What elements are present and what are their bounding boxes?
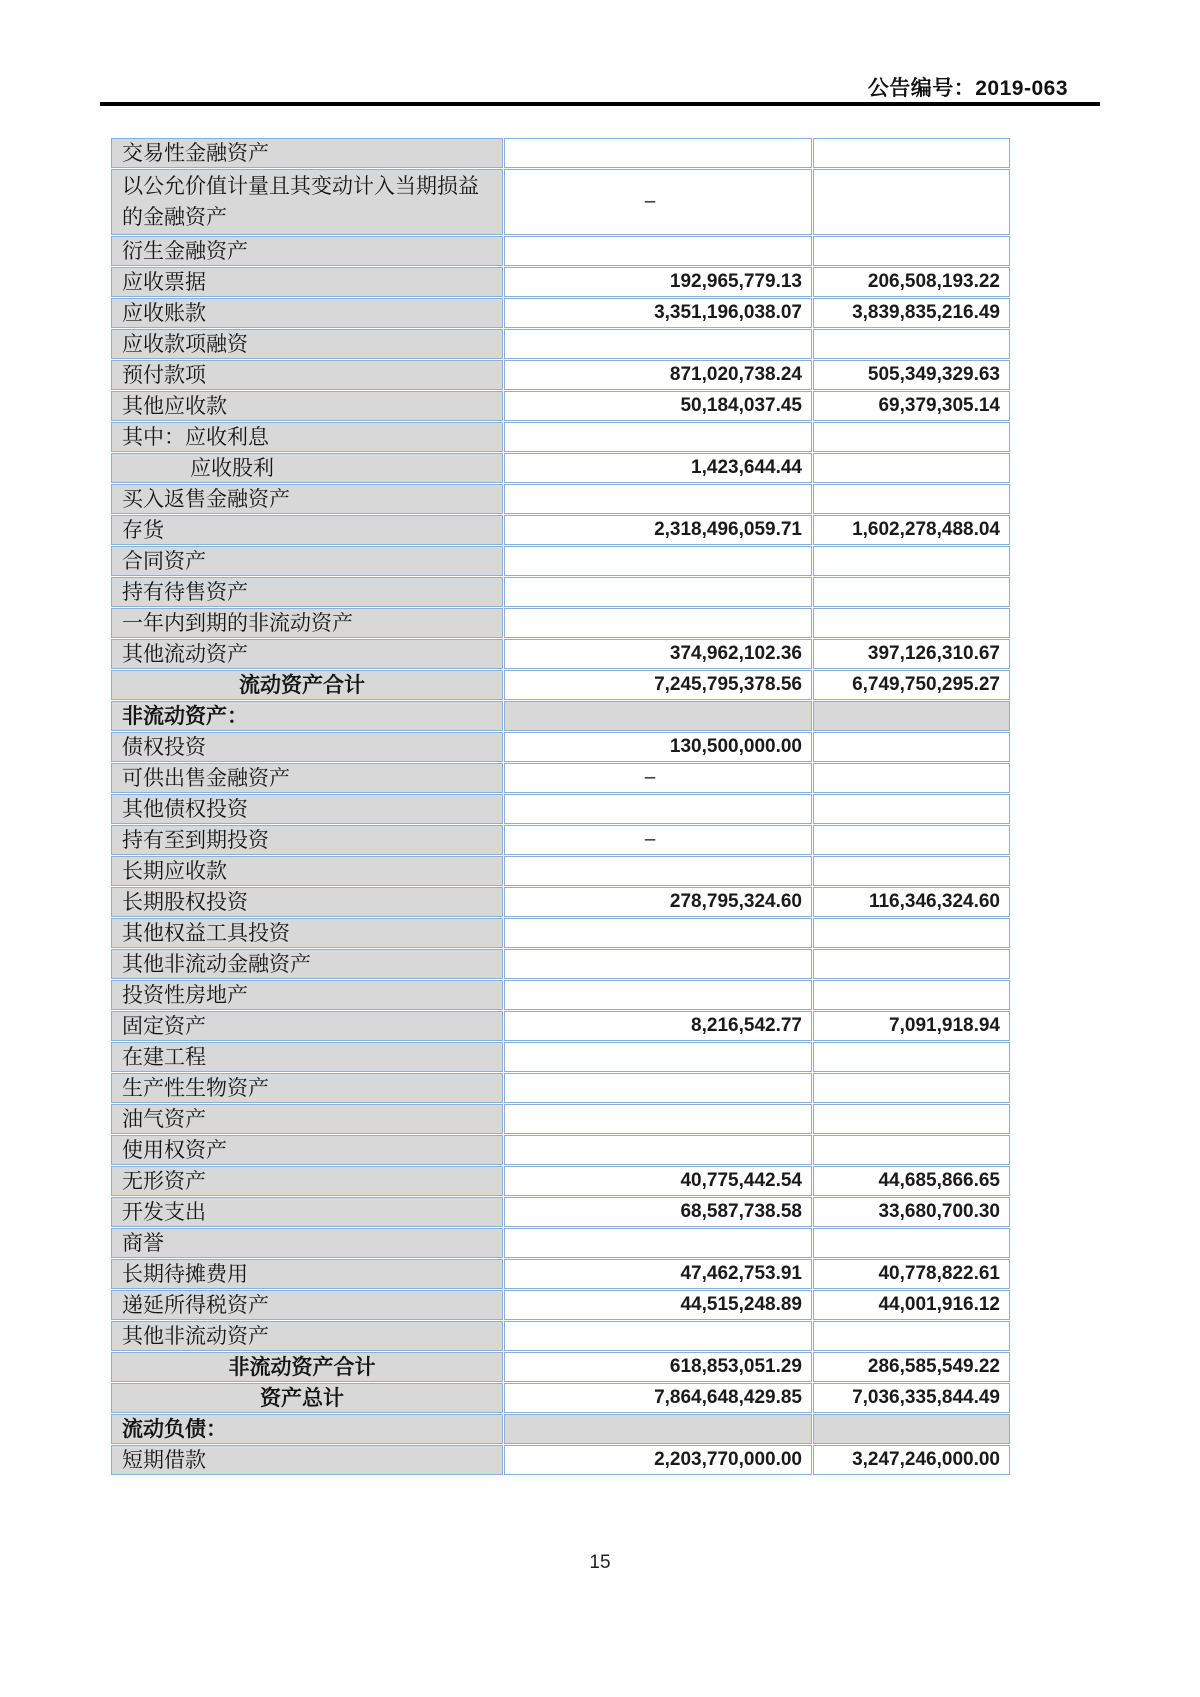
- row-label: 交易性金融资产: [111, 138, 503, 168]
- prior-period-value: [813, 608, 1010, 638]
- row-label: 应收票据: [111, 267, 503, 297]
- row-label: 一年内到期的非流动资产: [111, 608, 503, 638]
- table-row: [111, 887, 1010, 917]
- balance-sheet: [110, 137, 1007, 1476]
- table-row: [111, 608, 1010, 638]
- current-period-value: [504, 138, 812, 168]
- current-period-value: 47,462,753.91: [504, 1259, 812, 1289]
- row-label: 其中：应收利息: [111, 422, 503, 452]
- row-label: 长期待摊费用: [111, 1259, 503, 1289]
- prior-period-value: [813, 453, 1010, 483]
- current-period-value: 374,962,102.36: [504, 639, 812, 669]
- current-period-value: 7,245,795,378.56: [504, 670, 812, 700]
- row-label: 生产性生物资产: [111, 1073, 503, 1103]
- table-row: [111, 825, 1010, 855]
- row-label: 衍生金融资产: [111, 236, 503, 266]
- prior-period-value: [813, 794, 1010, 824]
- current-period-value: [504, 422, 812, 452]
- current-period-value: 278,795,324.60: [504, 887, 812, 917]
- table-row: [111, 1259, 1010, 1289]
- current-period-value: 40,775,442.54: [504, 1166, 812, 1196]
- row-label: 存货: [111, 515, 503, 545]
- row-label: 非流动资产：: [111, 701, 503, 731]
- prior-period-value: 69,379,305.14: [813, 391, 1010, 421]
- table-row: [111, 391, 1010, 421]
- prior-period-value: 33,680,700.30: [813, 1197, 1010, 1227]
- current-period-value: [504, 1104, 812, 1134]
- row-label: 固定资产: [111, 1011, 503, 1041]
- prior-period-value: [813, 1321, 1010, 1351]
- current-period-value: 130,500,000.00: [504, 732, 812, 762]
- table-row: [111, 484, 1010, 514]
- row-label: 应收账款: [111, 298, 503, 328]
- row-label: 其他非流动金融资产: [111, 949, 503, 979]
- row-label: 合同资产: [111, 546, 503, 576]
- table-row: [111, 1011, 1010, 1041]
- row-label: 流动资产合计: [111, 670, 503, 700]
- current-period-value: [504, 1042, 812, 1072]
- row-label: 预付款项: [111, 360, 503, 390]
- row-label: 短期借款: [111, 1445, 503, 1475]
- table-row: [111, 577, 1010, 607]
- current-period-value: 871,020,738.24: [504, 360, 812, 390]
- balance-sheet-table: [110, 137, 1011, 1476]
- row-label: 流动负债：: [111, 1414, 503, 1444]
- table-row: [111, 298, 1010, 328]
- current-period-value: 50,184,037.45: [504, 391, 812, 421]
- table-row: [111, 1321, 1010, 1351]
- prior-period-value: [813, 1104, 1010, 1134]
- row-label: 非流动资产合计: [111, 1352, 503, 1382]
- table-row: [111, 422, 1010, 452]
- prior-period-value: [813, 577, 1010, 607]
- prior-period-value: [813, 1414, 1010, 1444]
- table-row: [111, 1290, 1010, 1320]
- prior-period-value: 44,685,866.65: [813, 1166, 1010, 1196]
- table-row: [111, 169, 1010, 235]
- row-label: 投资性房地产: [111, 980, 503, 1010]
- current-period-value: 3,351,196,038.07: [504, 298, 812, 328]
- table-row: [111, 267, 1010, 297]
- row-label: 使用权资产: [111, 1135, 503, 1165]
- row-label: 买入返售金融资产: [111, 484, 503, 514]
- prior-period-value: 116,346,324.60: [813, 887, 1010, 917]
- table-row: [111, 329, 1010, 359]
- prior-period-value: 7,036,335,844.49: [813, 1383, 1010, 1413]
- current-period-value: [504, 918, 812, 948]
- row-label: 应收款项融资: [111, 329, 503, 359]
- prior-period-value: 1,602,278,488.04: [813, 515, 1010, 545]
- current-period-value: [504, 1321, 812, 1351]
- prior-period-value: 6,749,750,295.27: [813, 670, 1010, 700]
- current-period-value: [504, 484, 812, 514]
- table-row: [111, 980, 1010, 1010]
- row-label: 其他债权投资: [111, 794, 503, 824]
- prior-period-value: 7,091,918.94: [813, 1011, 1010, 1041]
- current-period-value: 1,423,644.44: [504, 453, 812, 483]
- row-label: 长期股权投资: [111, 887, 503, 917]
- prior-period-value: 40,778,822.61: [813, 1259, 1010, 1289]
- row-label: 资产总计: [111, 1383, 503, 1413]
- prior-period-value: [813, 825, 1010, 855]
- current-period-value: –: [504, 763, 812, 793]
- announcement-number: 公告编号：2019-063: [867, 77, 1068, 100]
- header-rule: [100, 102, 1100, 106]
- row-label: 开发支出: [111, 1197, 503, 1227]
- table-row: [111, 1445, 1010, 1475]
- table-row: [111, 1166, 1010, 1196]
- current-period-value: 44,515,248.89: [504, 1290, 812, 1320]
- row-label: 无形资产: [111, 1166, 503, 1196]
- prior-period-value: [813, 138, 1010, 168]
- prior-period-value: [813, 422, 1010, 452]
- prior-period-value: [813, 856, 1010, 886]
- current-period-value: [504, 980, 812, 1010]
- table-row: [111, 701, 1010, 731]
- table-row: [111, 1414, 1010, 1444]
- row-label: 债权投资: [111, 732, 503, 762]
- row-label: 商誉: [111, 1228, 503, 1258]
- table-row: [111, 236, 1010, 266]
- prior-period-value: [813, 980, 1010, 1010]
- prior-period-value: [813, 484, 1010, 514]
- prior-period-value: 3,839,835,216.49: [813, 298, 1010, 328]
- row-label: 可供出售金融资产: [111, 763, 503, 793]
- row-label: 持有至到期投资: [111, 825, 503, 855]
- current-period-value: [504, 329, 812, 359]
- current-period-value: [504, 577, 812, 607]
- prior-period-value: [813, 1228, 1010, 1258]
- table-row: [111, 763, 1010, 793]
- table-row: [111, 453, 1010, 483]
- table-row: [111, 515, 1010, 545]
- prior-period-value: 286,585,549.22: [813, 1352, 1010, 1382]
- current-period-value: [504, 546, 812, 576]
- current-period-value: [504, 949, 812, 979]
- table-row: [111, 732, 1010, 762]
- table-row: [111, 856, 1010, 886]
- prior-period-value: 397,126,310.67: [813, 639, 1010, 669]
- row-label: 其他非流动资产: [111, 1321, 503, 1351]
- current-period-value: [504, 1228, 812, 1258]
- current-period-value: [504, 236, 812, 266]
- prior-period-value: 3,247,246,000.00: [813, 1445, 1010, 1475]
- current-period-value: [504, 1414, 812, 1444]
- table-row: [111, 639, 1010, 669]
- prior-period-value: [813, 701, 1010, 731]
- prior-period-value: [813, 546, 1010, 576]
- current-period-value: 8,216,542.77: [504, 1011, 812, 1041]
- current-period-value: [504, 701, 812, 731]
- row-label: 以公允价值计量且其变动计入当期损益的金融资产: [111, 169, 503, 235]
- row-label: 持有待售资产: [111, 577, 503, 607]
- prior-period-value: [813, 169, 1010, 235]
- table-row: [111, 1197, 1010, 1227]
- table-row: [111, 1352, 1010, 1382]
- table-row: [111, 949, 1010, 979]
- balance-sheet-body: [111, 138, 1010, 1475]
- prior-period-value: [813, 732, 1010, 762]
- row-label: 长期应收款: [111, 856, 503, 886]
- current-period-value: –: [504, 825, 812, 855]
- current-period-value: [504, 1073, 812, 1103]
- current-period-value: 68,587,738.58: [504, 1197, 812, 1227]
- row-label: 在建工程: [111, 1042, 503, 1072]
- page-number: 15: [589, 1552, 611, 1573]
- current-period-value: [504, 794, 812, 824]
- current-period-value: –: [504, 169, 812, 235]
- table-row: [111, 1042, 1010, 1072]
- prior-period-value: [813, 329, 1010, 359]
- prior-period-value: [813, 763, 1010, 793]
- current-period-value: 2,203,770,000.00: [504, 1445, 812, 1475]
- prior-period-value: 206,508,193.22: [813, 267, 1010, 297]
- row-label: 应收股利: [111, 453, 503, 483]
- current-period-value: 192,965,779.13: [504, 267, 812, 297]
- table-row: [111, 360, 1010, 390]
- row-label: 其他权益工具投资: [111, 918, 503, 948]
- row-label: 油气资产: [111, 1104, 503, 1134]
- prior-period-value: [813, 1135, 1010, 1165]
- table-row: [111, 138, 1010, 168]
- table-row: [111, 1383, 1010, 1413]
- current-period-value: 618,853,051.29: [504, 1352, 812, 1382]
- current-period-value: [504, 1135, 812, 1165]
- current-period-value: 7,864,648,429.85: [504, 1383, 812, 1413]
- table-row: [111, 670, 1010, 700]
- table-row: [111, 794, 1010, 824]
- row-label: 其他应收款: [111, 391, 503, 421]
- current-period-value: [504, 608, 812, 638]
- table-row: [111, 1104, 1010, 1134]
- prior-period-value: [813, 1042, 1010, 1072]
- table-row: [111, 546, 1010, 576]
- prior-period-value: [813, 1073, 1010, 1103]
- row-label: 其他流动资产: [111, 639, 503, 669]
- current-period-value: 2,318,496,059.71: [504, 515, 812, 545]
- table-row: [111, 1073, 1010, 1103]
- prior-period-value: 44,001,916.12: [813, 1290, 1010, 1320]
- prior-period-value: [813, 236, 1010, 266]
- table-row: [111, 1135, 1010, 1165]
- current-period-value: [504, 856, 812, 886]
- prior-period-value: [813, 918, 1010, 948]
- table-row: [111, 1228, 1010, 1258]
- prior-period-value: [813, 949, 1010, 979]
- row-label: 递延所得税资产: [111, 1290, 503, 1320]
- table-row: [111, 918, 1010, 948]
- prior-period-value: 505,349,329.63: [813, 360, 1010, 390]
